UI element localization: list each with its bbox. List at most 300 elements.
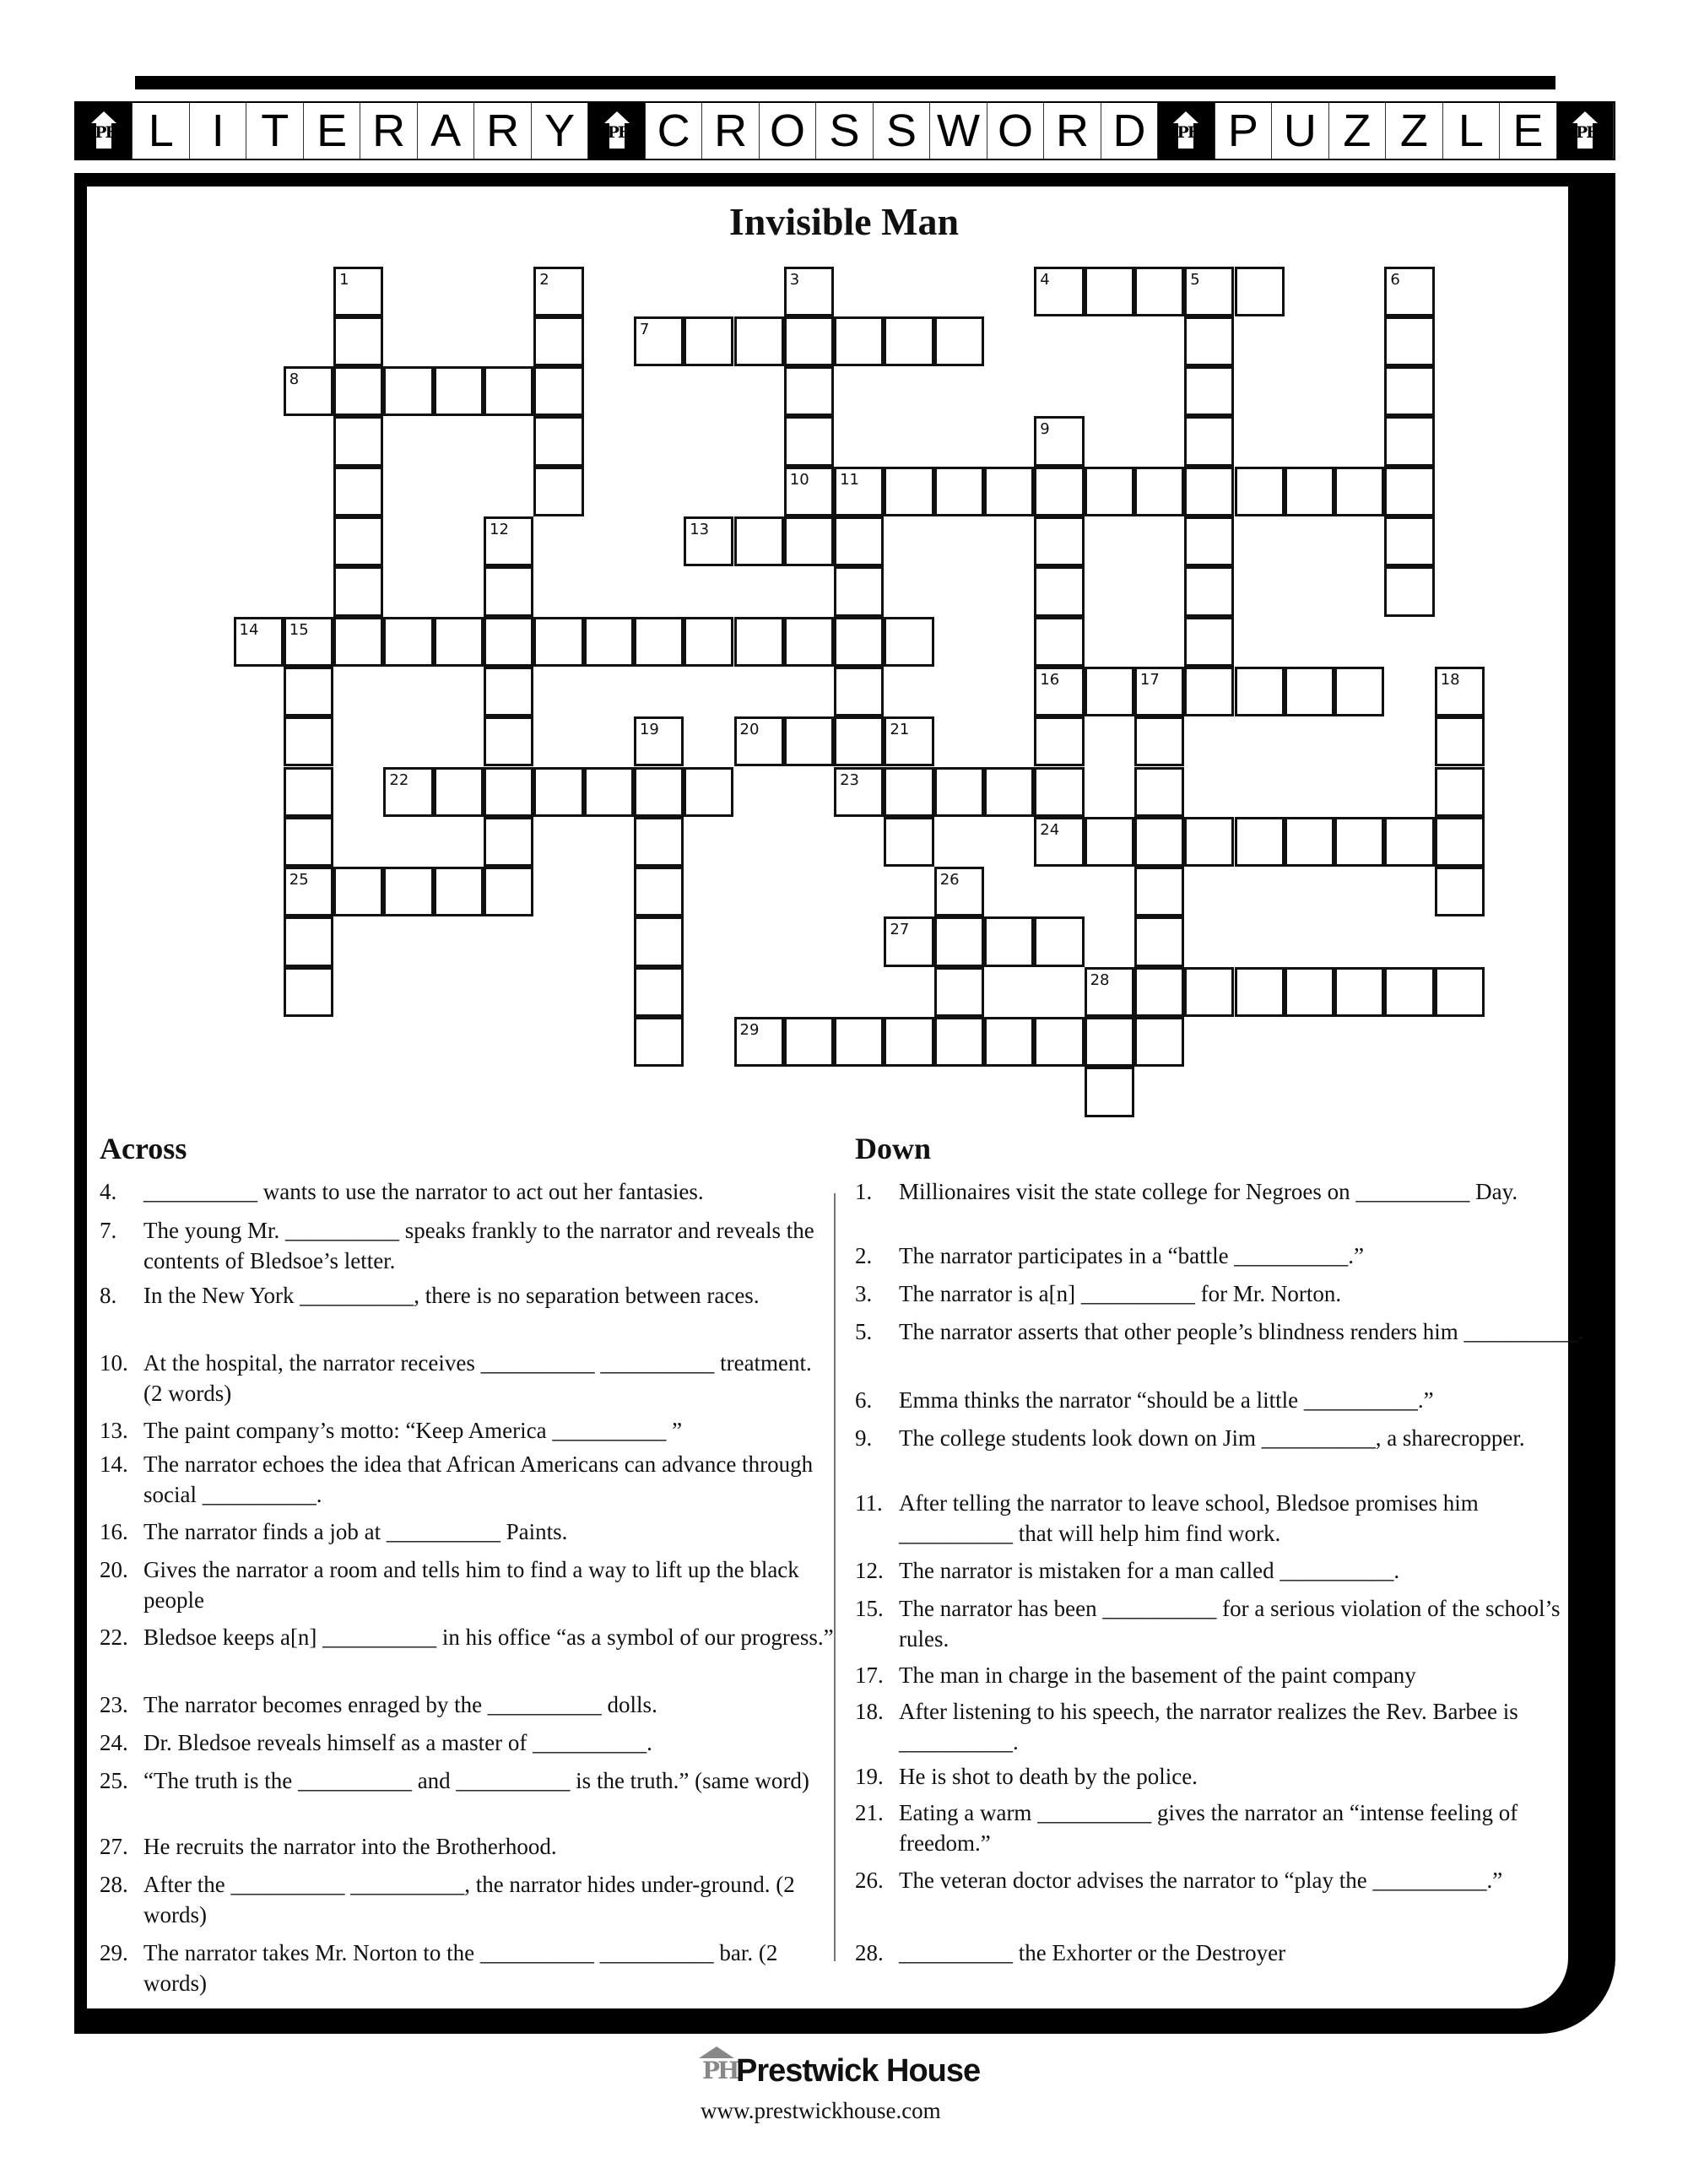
grid-cell[interactable] (1034, 667, 1084, 716)
clue-number: 14 (239, 620, 259, 639)
grid-cell[interactable] (934, 967, 984, 1017)
grid-cell[interactable] (1285, 817, 1334, 867)
grid-cell[interactable] (1085, 467, 1134, 516)
clue-number: 28. (100, 1872, 128, 1897)
grid-cell[interactable] (1184, 566, 1234, 616)
grid-cell[interactable] (533, 467, 583, 516)
across-clue (100, 1449, 834, 1510)
grid-cell[interactable] (333, 267, 383, 316)
grid-cell[interactable] (383, 366, 433, 416)
clue-text: In the New York __________, there is no separation between races. (143, 1283, 760, 1308)
grid-cell[interactable] (784, 617, 834, 667)
grid-cell[interactable] (934, 916, 984, 966)
clue-number: 8 (289, 370, 300, 389)
grid-cell[interactable] (1034, 566, 1084, 616)
grid-cell[interactable] (484, 767, 533, 817)
grid-cell[interactable] (1184, 817, 1234, 867)
down-clue (855, 1176, 1589, 1207)
grid-cell[interactable] (784, 267, 834, 316)
clue-number: 5 (1190, 270, 1200, 289)
column-divider (834, 1193, 836, 1961)
clue-text: Dr. Bledsoe reveals himself as a master of __________. (143, 1730, 652, 1755)
banner-letter: D (1101, 103, 1158, 159)
grid-cell[interactable] (234, 617, 284, 667)
clue-number: 29 (739, 1021, 760, 1039)
grid-cell[interactable] (333, 516, 383, 566)
grid-cell[interactable] (884, 716, 933, 766)
down-clue (855, 1696, 1589, 1757)
grid-cell[interactable] (284, 767, 333, 817)
clue-number: 27. (100, 1834, 128, 1859)
grid-cell[interactable] (1334, 467, 1384, 516)
grid-cell[interactable] (834, 566, 884, 616)
clue-number: 17. (855, 1662, 884, 1688)
grid-cell[interactable] (1085, 967, 1134, 1017)
grid-cell[interactable] (1134, 767, 1184, 817)
grid-cell[interactable] (884, 316, 933, 366)
grid-cell[interactable] (1384, 316, 1434, 366)
clue-text: After telling the narrator to leave school, Bledsoe promises him __________ that will help him find work. (899, 1490, 1479, 1546)
grid-cell[interactable] (383, 617, 433, 667)
grid-cell[interactable] (834, 1017, 884, 1067)
across-clue (100, 1689, 834, 1720)
banner-letter: U (1272, 103, 1328, 159)
clue-text: Bledsoe keeps a[n] __________ in his office “as a symbol of our progress.” (143, 1624, 834, 1650)
clue-number: 28. (855, 1940, 884, 1965)
grid-cell[interactable] (434, 366, 484, 416)
grid-cell[interactable] (834, 516, 884, 566)
across-clue (100, 1869, 834, 1930)
grid-cell[interactable] (333, 416, 383, 466)
banner-letter: R (474, 103, 531, 159)
grid-cell[interactable] (533, 267, 583, 316)
across-clue (100, 1215, 834, 1276)
clue-text: After the __________ __________, the narrator hides under-ground. (2 words) (143, 1872, 795, 1927)
down-clue (855, 1488, 1589, 1549)
clue-number: 18 (1440, 670, 1460, 689)
grid-cell[interactable] (784, 716, 834, 766)
clue-text: He recruits the narrator into the Brotherhood. (143, 1834, 557, 1859)
clue-number: 9 (1040, 420, 1050, 439)
grid-cell[interactable] (383, 767, 433, 817)
clue-number: 7 (639, 320, 650, 338)
clue-text: The narrator becomes enraged by the __________ dolls. (143, 1692, 657, 1717)
grid-cell[interactable] (934, 467, 984, 516)
clue-number: 15 (289, 620, 309, 639)
grid-cell[interactable] (1435, 967, 1485, 1017)
across-clue (100, 1727, 834, 1758)
across-clue (100, 1280, 834, 1311)
grid-cell[interactable] (484, 667, 533, 716)
grid-cell[interactable] (884, 767, 933, 817)
clue-number: 1 (339, 270, 349, 289)
grid-cell[interactable] (634, 916, 684, 966)
grid-cell[interactable] (634, 767, 684, 817)
banner-letter: C (646, 103, 702, 159)
clue-number: 6. (855, 1387, 873, 1413)
clue-number: 23 (840, 770, 859, 789)
across-clue (100, 1348, 834, 1408)
clue-number: 24 (1040, 820, 1060, 839)
grid-cell[interactable] (1134, 267, 1184, 316)
literary-crossword-puzzle-banner (74, 101, 1615, 160)
grid-cell[interactable] (1235, 467, 1285, 516)
grid-cell[interactable] (333, 867, 383, 916)
grid-cell[interactable] (834, 716, 884, 766)
grid-cell[interactable] (1184, 967, 1234, 1017)
grid-cell[interactable] (734, 716, 784, 766)
grid-cell[interactable] (1085, 267, 1134, 316)
clue-text: The veteran doctor advises the narrator to “play the __________.” (899, 1868, 1503, 1893)
grid-cell[interactable] (684, 767, 733, 817)
grid-cell[interactable] (1184, 416, 1234, 466)
clue-text: He is shot to death by the police. (899, 1764, 1198, 1789)
clue-number: 22. (100, 1624, 128, 1650)
ph-house-logo-icon: PH (1557, 103, 1614, 159)
clue-text: The narrator asserts that other people’s blindness renders him __________. (899, 1319, 1584, 1344)
grid-cell[interactable] (634, 867, 684, 916)
grid-cell[interactable] (734, 316, 784, 366)
grid-cell[interactable] (884, 617, 933, 667)
grid-cell[interactable] (634, 716, 684, 766)
grid-cell[interactable] (1384, 416, 1434, 466)
down-clue (855, 1938, 1589, 1968)
grid-cell[interactable] (884, 467, 933, 516)
grid-cell[interactable] (1285, 467, 1334, 516)
grid-cell[interactable] (1134, 716, 1184, 766)
grid-cell[interactable] (884, 817, 933, 867)
grid-cell[interactable] (684, 516, 733, 566)
banner-letter: S (816, 103, 873, 159)
grid-cell[interactable] (634, 817, 684, 867)
grid-cell[interactable] (533, 416, 583, 466)
ph-house-logo-icon: PH (588, 103, 645, 159)
clue-number: 26. (855, 1868, 884, 1893)
grid-cell[interactable] (333, 617, 383, 667)
banner-letter: S (874, 103, 930, 159)
grid-cell[interactable] (784, 1017, 834, 1067)
grid-cell[interactable] (1384, 566, 1434, 616)
banner-letter: Z (1329, 103, 1386, 159)
grid-cell[interactable] (434, 767, 484, 817)
prestwick-house-logo-icon: PH (699, 2046, 734, 2085)
grid-cell[interactable] (684, 316, 733, 366)
grid-cell[interactable] (1134, 467, 1184, 516)
grid-cell[interactable] (834, 667, 884, 716)
down-clue (855, 1279, 1589, 1309)
banner-letter: R (360, 103, 417, 159)
clue-number: 11. (855, 1490, 883, 1516)
grid-cell[interactable] (1384, 366, 1434, 416)
clue-number: 14. (100, 1451, 128, 1477)
clue-number: 19 (639, 721, 659, 739)
grid-cell[interactable] (1235, 817, 1285, 867)
grid-cell[interactable] (284, 817, 333, 867)
grid-cell[interactable] (1034, 416, 1084, 466)
across-clue (100, 1622, 834, 1652)
grid-cell[interactable] (634, 617, 684, 667)
grid-cell[interactable] (884, 916, 933, 966)
grid-cell[interactable] (1435, 667, 1485, 716)
clue-number: 21. (855, 1800, 884, 1825)
down-clue (855, 1797, 1589, 1858)
clue-text: __________ wants to use the narrator to act out her fantasies. (143, 1179, 704, 1204)
grid-cell[interactable] (533, 316, 583, 366)
grid-cell[interactable] (1134, 817, 1184, 867)
grid-cell[interactable] (333, 566, 383, 616)
grid-cell[interactable] (1184, 267, 1234, 316)
down-clue (855, 1660, 1589, 1690)
grid-cell[interactable] (1034, 716, 1084, 766)
banner-letter: A (418, 103, 474, 159)
grid-cell[interactable] (284, 967, 333, 1017)
banner-letter: O (760, 103, 816, 159)
grid-cell[interactable] (1184, 667, 1234, 716)
clue-number: 4. (100, 1179, 117, 1204)
grid-cell[interactable] (784, 416, 834, 466)
banner-letter: R (1044, 103, 1101, 159)
grid-cell[interactable] (1184, 516, 1234, 566)
grid-cell[interactable] (1334, 967, 1384, 1017)
down-clue (855, 1316, 1589, 1347)
grid-cell[interactable] (284, 916, 333, 966)
grid-cell[interactable] (484, 617, 533, 667)
clue-text: The man in charge in the basement of the paint company (899, 1662, 1416, 1688)
grid-cell[interactable] (284, 867, 333, 916)
grid-cell[interactable] (434, 867, 484, 916)
grid-cell[interactable] (1034, 467, 1084, 516)
grid-cell[interactable] (584, 617, 634, 667)
grid-cell[interactable] (284, 716, 333, 766)
grid-cell[interactable] (1435, 716, 1485, 766)
clue-text: “The truth is the __________ and __________ is the truth.” (same word) (143, 1768, 809, 1793)
grid-cell[interactable] (1034, 617, 1084, 667)
clue-number: 11 (840, 470, 859, 489)
grid-cell[interactable] (1034, 1017, 1084, 1067)
clue-number: 18. (855, 1699, 884, 1724)
grid-cell[interactable] (1334, 817, 1384, 867)
clue-number: 28 (1090, 970, 1110, 989)
down-clue (855, 1423, 1589, 1453)
grid-cell[interactable] (834, 316, 884, 366)
clue-number: 5. (855, 1319, 873, 1344)
grid-cell[interactable] (784, 366, 834, 416)
banner-letter: W (930, 103, 987, 159)
grid-cell[interactable] (1235, 267, 1285, 316)
grid-cell[interactable] (1085, 817, 1134, 867)
grid-cell[interactable] (484, 817, 533, 867)
grid-cell[interactable] (484, 716, 533, 766)
clue-number: 13 (690, 521, 710, 538)
prestwick-house-brand (699, 2046, 1036, 2097)
clue-text: The narrator echoes the idea that African Americans can advance through social __________. (143, 1451, 814, 1507)
clue-text: The narrator has been __________ for a serious violation of the school’s rules. (899, 1596, 1561, 1652)
clue-text: Gives the narrator a room and tells him to find a way to lift up the black people (143, 1557, 799, 1613)
clue-number: 8. (100, 1283, 117, 1308)
clue-text: The narrator finds a job at __________ Paints. (143, 1519, 568, 1544)
website-url[interactable]: www.prestwickhouse.com (701, 2098, 941, 2123)
grid-cell[interactable] (684, 617, 733, 667)
grid-cell[interactable] (533, 617, 583, 667)
grid-cell[interactable] (1134, 1017, 1184, 1067)
down-clue (855, 1761, 1589, 1792)
grid-cell[interactable] (284, 617, 333, 667)
clue-text: At the hospital, the narrator receives __________ __________ treatment. (2 words) (143, 1350, 812, 1406)
grid-cell[interactable] (634, 1017, 684, 1067)
grid-cell[interactable] (1435, 767, 1485, 817)
grid-cell[interactable] (1085, 667, 1134, 716)
grid-cell[interactable] (1435, 817, 1485, 867)
across-clue (100, 1938, 834, 1998)
grid-cell[interactable] (834, 767, 884, 817)
grid-cell[interactable] (1134, 867, 1184, 916)
grid-cell[interactable] (784, 516, 834, 566)
grid-cell[interactable] (784, 467, 834, 516)
banner-letter: Y (532, 103, 588, 159)
grid-cell[interactable] (634, 967, 684, 1017)
grid-cell[interactable] (1134, 916, 1184, 966)
grid-cell[interactable] (984, 767, 1034, 817)
grid-cell[interactable] (1334, 667, 1384, 716)
grid-cell[interactable] (484, 566, 533, 616)
grid-cell[interactable] (484, 867, 533, 916)
grid-cell[interactable] (734, 516, 784, 566)
grid-cell[interactable] (434, 617, 484, 667)
grid-cell[interactable] (834, 617, 884, 667)
grid-cell[interactable] (1184, 366, 1234, 416)
clue-text: Millionaires visit the state college for Negroes on __________ Day. (899, 1179, 1518, 1204)
clue-number: 1. (855, 1179, 873, 1204)
grid-cell[interactable] (1134, 667, 1184, 716)
grid-cell[interactable] (1034, 817, 1084, 867)
grid-cell[interactable] (1184, 617, 1234, 667)
grid-cell[interactable] (1285, 667, 1334, 716)
grid-cell[interactable] (284, 366, 333, 416)
across-clue (100, 1765, 834, 1796)
banner-letter: R (702, 103, 759, 159)
clue-number: 15. (855, 1596, 884, 1621)
grid-cell[interactable] (1235, 967, 1285, 1017)
clue-number: 19. (855, 1764, 884, 1789)
grid-cell[interactable] (1085, 1017, 1134, 1067)
across-clue (100, 1176, 834, 1207)
grid-cell[interactable] (1034, 916, 1084, 966)
grid-cell[interactable] (984, 1017, 1034, 1067)
grid-cell[interactable] (333, 467, 383, 516)
grid-cell[interactable] (784, 316, 834, 366)
clue-number: 16 (1040, 670, 1060, 689)
grid-cell[interactable] (1384, 516, 1434, 566)
grid-cell[interactable] (1384, 267, 1434, 316)
puzzle-title: Invisible Man (728, 200, 960, 243)
grid-cell[interactable] (934, 316, 984, 366)
clue-number: 13. (100, 1418, 128, 1443)
clue-text: Eating a warm __________ gives the narrator an “intense feeling of freedom.” (899, 1800, 1518, 1856)
banner-letter: E (304, 103, 360, 159)
clue-number: 12 (490, 521, 509, 538)
clue-number: 17 (1139, 670, 1160, 689)
grid-cell[interactable] (934, 1017, 984, 1067)
grid-cell[interactable] (333, 316, 383, 366)
clue-text: The paint company’s motto: “Keep America __________ ” (143, 1418, 683, 1443)
clue-number: 2 (539, 270, 549, 289)
banner-letter: O (987, 103, 1044, 159)
grid-cell[interactable] (533, 366, 583, 416)
clue-number: 9. (855, 1425, 873, 1451)
grid-cell[interactable] (1034, 267, 1084, 316)
grid-cell[interactable] (734, 1017, 784, 1067)
grid-cell[interactable] (284, 667, 333, 716)
grid-cell[interactable] (1435, 867, 1485, 916)
grid-cell[interactable] (1034, 767, 1084, 817)
grid-cell[interactable] (484, 516, 533, 566)
clue-text: The young Mr. __________ speaks frankly to the narrator and reveals the contents of Bledsoe’s letter. (143, 1218, 814, 1273)
clue-number: 6 (1390, 270, 1400, 289)
down-clue (855, 1385, 1589, 1415)
across-clue (100, 1516, 834, 1547)
grid-cell[interactable] (884, 1017, 933, 1067)
grid-cell[interactable] (834, 467, 884, 516)
grid-cell[interactable] (1285, 967, 1334, 1017)
grid-cell[interactable] (1134, 967, 1184, 1017)
clue-text: The narrator takes Mr. Norton to the __________ __________ bar. (2 words) (143, 1940, 778, 1996)
clue-number: 25. (100, 1768, 128, 1793)
ph-house-logo-icon: PH (76, 103, 133, 159)
clue-text: The narrator is mistaken for a man called __________. (899, 1558, 1400, 1583)
grid-cell[interactable] (1184, 467, 1234, 516)
grid-cell[interactable] (333, 366, 383, 416)
across-clue (100, 1415, 834, 1446)
down-clue (855, 1865, 1589, 1895)
grid-cell[interactable] (634, 316, 684, 366)
grid-cell[interactable] (1384, 817, 1434, 867)
grid-cell[interactable] (934, 867, 984, 916)
banner-letter: T (246, 103, 303, 159)
clue-text: The narrator participates in a “battle __________.” (899, 1243, 1365, 1268)
grid-cell[interactable] (734, 617, 784, 667)
grid-cell[interactable] (934, 767, 984, 817)
clue-text: Emma thinks the narrator “should be a little __________.” (899, 1387, 1434, 1413)
down-clue (855, 1241, 1589, 1271)
grid-cell[interactable] (984, 916, 1034, 966)
grid-cell[interactable] (533, 767, 583, 817)
clue-number: 3 (789, 270, 800, 289)
down-clue (855, 1593, 1589, 1654)
grid-cell[interactable] (584, 767, 634, 817)
clue-number: 20 (739, 721, 760, 739)
banner-letter: Z (1386, 103, 1442, 159)
clue-number: 22 (389, 770, 409, 789)
grid-cell[interactable] (484, 366, 533, 416)
clue-number: 29. (100, 1940, 128, 1965)
banner-letter: P (1215, 103, 1272, 159)
clue-number: 24. (100, 1730, 128, 1755)
grid-cell[interactable] (1384, 967, 1434, 1017)
clue-text: The college students look down on Jim __________, a sharecropper. (899, 1425, 1525, 1451)
grid-cell[interactable] (383, 867, 433, 916)
down-clue (855, 1555, 1589, 1586)
grid-cell[interactable] (1034, 516, 1084, 566)
clue-number: 10. (100, 1350, 128, 1376)
banner-letter: L (1443, 103, 1500, 159)
grid-cell[interactable] (984, 467, 1034, 516)
grid-cell[interactable] (1384, 467, 1434, 516)
clue-number: 7. (100, 1218, 117, 1243)
grid-cell[interactable] (1184, 316, 1234, 366)
grid-cell[interactable] (1085, 1067, 1134, 1116)
brand-name: Prestwick House (736, 2053, 981, 2089)
grid-cell[interactable] (1235, 667, 1285, 716)
